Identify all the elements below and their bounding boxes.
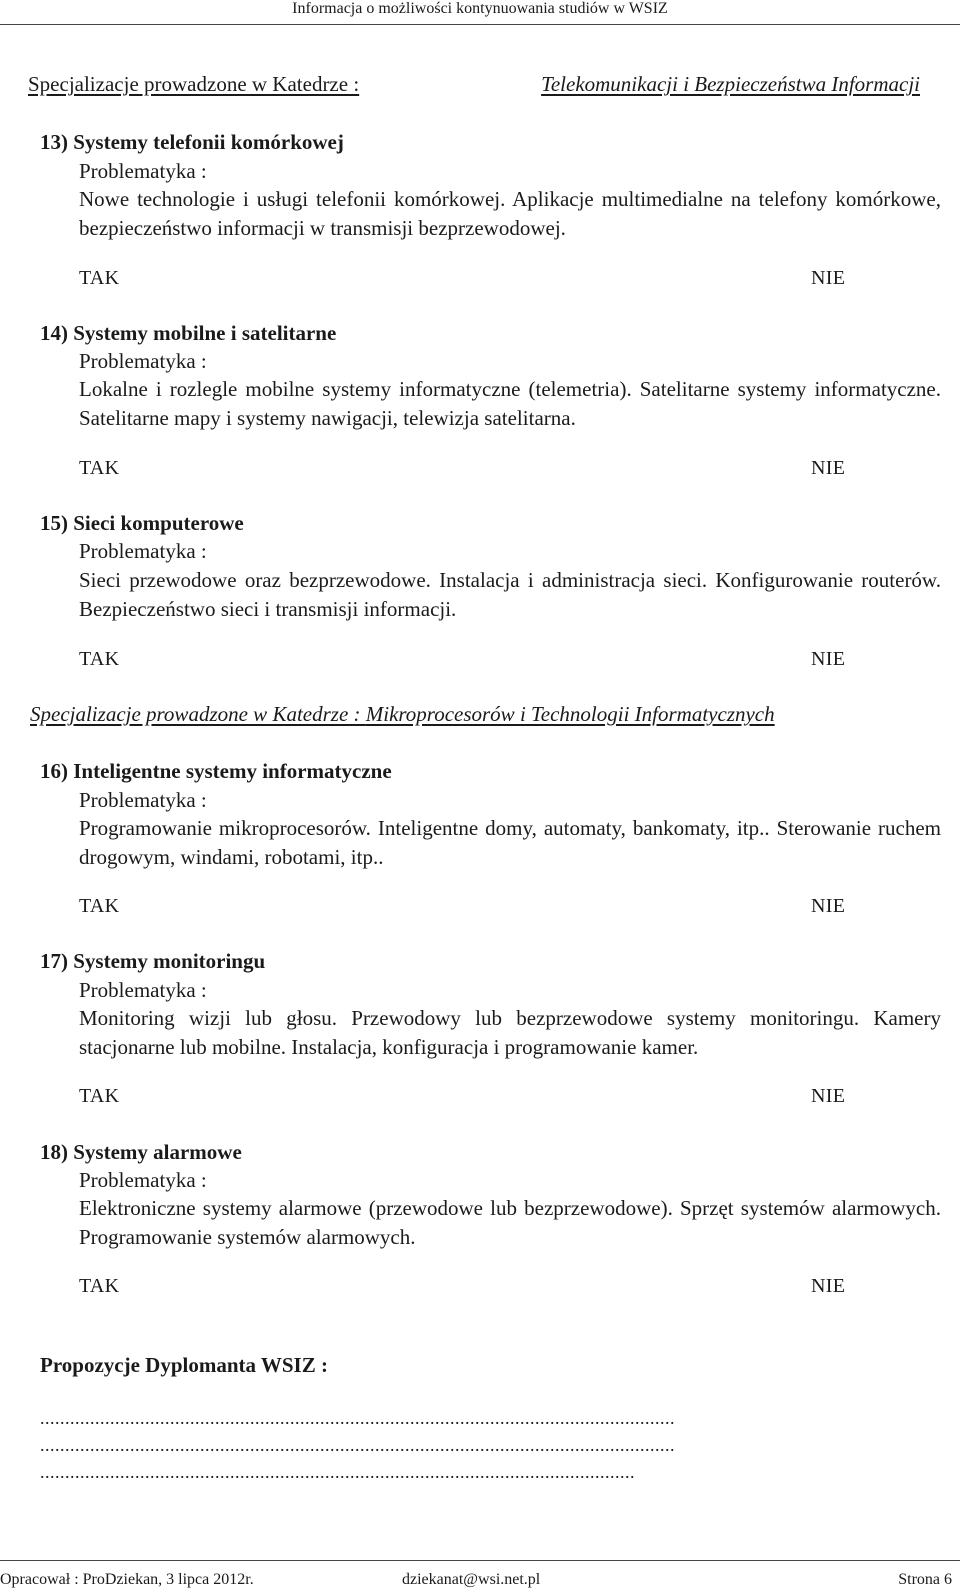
section-heading — [30, 700, 775, 728]
yes-option[interactable]: TAK — [79, 1085, 120, 1107]
footer-email[interactable]: dziekanat@wsi.net.pl — [402, 1571, 541, 1588]
proposal-line[interactable]: ....................................................................................................................... — [40, 1462, 635, 1482]
item-title: 16) Inteligentne systemy informatyczne — [40, 759, 392, 783]
item-description: Programowanie mikroprocesorów. Inteligentne domy, automaty, bankomaty, itp.. Sterowanie ruchem drogowym, windami, robotami, itp.. — [79, 816, 941, 869]
no-option[interactable]: NIE — [811, 457, 846, 479]
footer-author: Opracował : ProDziekan, 3 lipca 2012r. — [0, 1571, 254, 1588]
item-description: Monitoring wizji lub głosu. Przewodowy lub bezprzewodowe systemy monitoringu. Kamery stacjonarne lub mobilne. Instalacja, konfiguracja i programowanie kamer. — [79, 1006, 941, 1059]
footer-page-number: Strona 6 — [898, 1571, 952, 1588]
yes-option[interactable]: TAK — [79, 895, 120, 917]
header-divider — [0, 24, 960, 25]
problem-label: Problematyka : — [79, 788, 207, 812]
problem-label: Problematyka : — [79, 159, 207, 183]
item-title: 17) Systemy monitoringu — [40, 949, 266, 973]
page-header: Informacja o możliwości kontynuowania studiów w WSIZ — [292, 0, 668, 17]
item-title: 15) Sieci komputerowe — [40, 511, 244, 535]
no-option[interactable]: NIE — [811, 648, 846, 670]
problem-label: Problematyka : — [79, 349, 207, 373]
item-title: 13) Systemy telefonii komórkowej — [40, 130, 344, 154]
footer-divider — [0, 1560, 960, 1561]
item-description: Nowe technologie i usługi telefonii komórkowej. Aplikacje multimedialne na telefony komórkowe, bezpieczeństwo informacji w transmisji bezprzewodowej. — [79, 187, 941, 240]
yes-option[interactable]: TAK — [79, 267, 120, 289]
proposal-line[interactable]: ............................................................................................................................... — [40, 1435, 675, 1455]
problem-label: Problematyka : — [79, 1168, 207, 1192]
item-title: 14) Systemy mobilne i satelitarne — [40, 321, 337, 345]
item-description: Elektroniczne systemy alarmowe (przewodowe lub bezprzewodowe). Sprzęt systemów alarmowych. Programowanie systemów alarmowych. — [79, 1196, 941, 1249]
yes-option[interactable]: TAK — [79, 648, 120, 670]
section-heading-prefix: Specjalizacje prowadzone w Katedrze : — [28, 72, 360, 96]
problem-label: Problematyka : — [79, 539, 207, 563]
problem-label: Problematyka : — [79, 978, 207, 1002]
item-description: Lokalne i rozlegle mobilne systemy informatyczne (telemetria). Satelitarne systemy informatyczne. Satelitarne mapy i systemy nawigacji, telewizja satelitarna. — [79, 377, 941, 430]
item-description: Sieci przewodowe oraz bezprzewodowe. Instalacja i administracja sieci. Konfigurowanie routerów. Bezpieczeństwo sieci i transmisji informacji. — [79, 568, 941, 621]
section-heading-prefix: Specjalizacje prowadzone w Katedrze : — [30, 702, 361, 726]
no-option[interactable]: NIE — [811, 895, 846, 917]
yes-option[interactable]: TAK — [79, 1275, 120, 1297]
item-title: 18) Systemy alarmowe — [40, 1140, 242, 1164]
no-option[interactable]: NIE — [811, 1275, 846, 1297]
proposal-line[interactable]: ............................................................................................................................... — [40, 1408, 675, 1428]
no-option[interactable]: NIE — [811, 1085, 846, 1107]
section-category: Telekomunikacji i Bezpieczeństwa Informacji — [541, 72, 920, 96]
yes-option[interactable]: TAK — [79, 457, 120, 479]
no-option[interactable]: NIE — [811, 267, 846, 289]
section-category: Mikroprocesorów i Technologii Informatycznych — [365, 702, 775, 726]
proposals-title: Propozycje Dyplomanta WSIZ : — [40, 1353, 328, 1377]
section-heading-name — [541, 70, 920, 98]
